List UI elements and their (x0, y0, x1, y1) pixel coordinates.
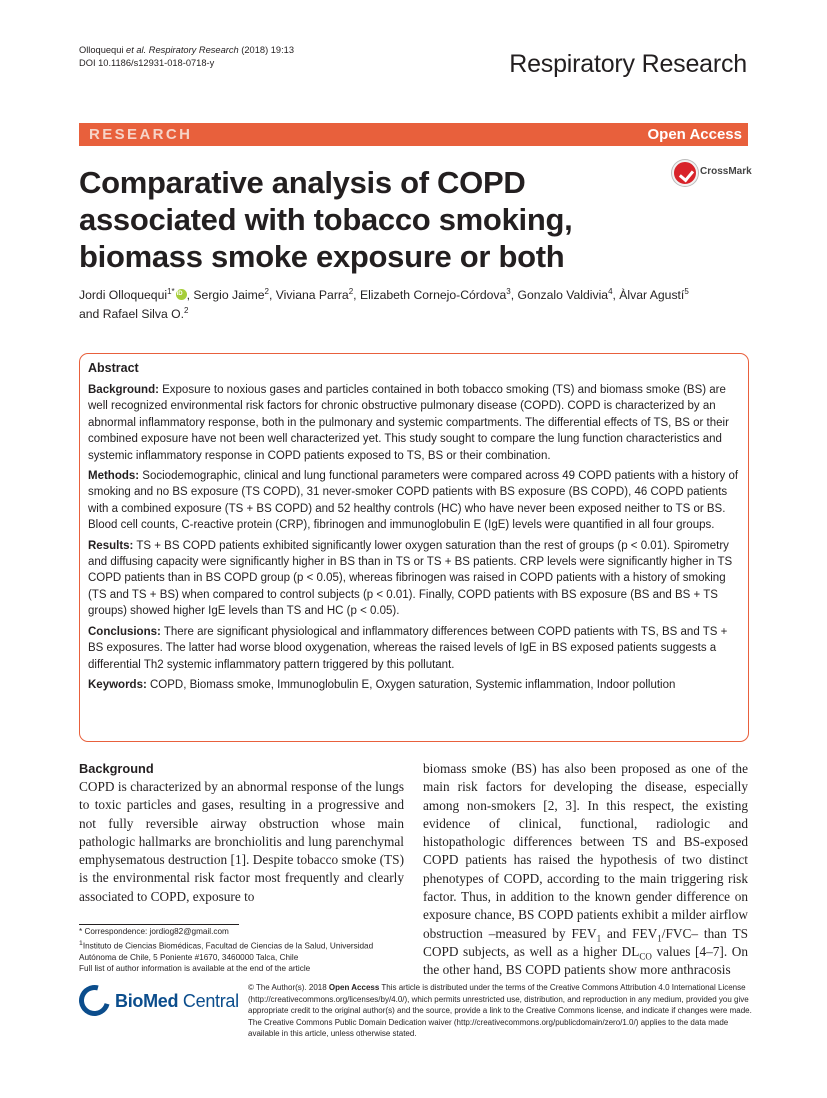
footnote-divider (79, 924, 239, 925)
author-name: , Viviana Parra (269, 288, 349, 302)
abstract-box (79, 353, 749, 742)
open-access-label: Open Access (647, 126, 742, 143)
abstract-conclusions: Conclusions: There are significant physiological and inflammatory differences between COPD patients with TS, BS and TS + BS exposures. The latter had worse blood oxygenation, whereas the raised levels of IgE in BS exposed patients suggests a differential Th2 systemic inflammatory pattern triggered by this pollutant. (88, 625, 728, 671)
author-name: and Rafael Silva O. (79, 307, 185, 321)
body-paragraph: biomass smoke (BS) has also been proposed as one of the main risk factors for developing the disease, especially among non-smokers [2, 3]. In this respect, the existing evidence of clinical, functional, radiologic and histopathologic differences between TS and BS-exposed COPD patients has raised the hypothesis of two distinct phenotypes of COPD, according to the main triggering risk factor. Thus, in addition to the known gender difference on exposure chance, BS COPD patients exhibit a milder airflow obstruction –measured by $FEV_1$ and $FEV_1/FVC-$ than TS COPD subjects, as well as a higher $DL_{CO}$ values [4–7]. On the other hand, BS COPD patients show more anthracosis (423, 761, 749, 978)
author-name: , Àlvar Agustí (612, 288, 685, 302)
orcid-icon[interactable] (176, 289, 187, 300)
author-name: Jordi Olloquequi (79, 288, 168, 302)
correspondence-email[interactable]: * Correspondence: jordiog82@gmail.com (79, 927, 229, 936)
author-name: , Gonzalo Valdivia (510, 288, 609, 302)
citation-authors: Olloquequi (79, 45, 127, 55)
affiliation: $^1$Instituto de Ciencias Biomédicas, Facultad de Ciencias de la Salud, Universidad Autónoma de Chile, 5 Poniente #1670, 3460000 Talca, Chile (79, 939, 374, 962)
crossmark-button[interactable] (672, 160, 752, 186)
citation-year: (2018) 19:13 (238, 45, 295, 55)
footnote (79, 926, 404, 975)
crossmark-label: CrossMark (700, 166, 752, 177)
publisher-logo (79, 985, 239, 1017)
article-type-label: RESEARCH (89, 126, 193, 143)
author-info-note: Full list of author information is available at the end of the article (79, 964, 311, 974)
abstract-background: Background: Exposure to noxious gases and particles contained in both tobacco smoking (TS) and biomass smoke (BS) are well recognized environmental risk factors for chronic obstructive pulmonary disease (COPD). COPD is characterized by an abnormal inflammatory response, both in the pulmonary and systemic compartments. The differential effects of TS, BS or their combined exposure have not been well characterized yet. This study sought to compare the lung function characteristics and systemic inflammatory response in COPD patients exposed to TS, BS or their combination. (88, 384, 729, 462)
body-paragraph: COPD is characterized by an abnormal response of the lungs to toxic particles and gases, resulting in a progressive and not fully reversible airway obstruction whose main pathologic hallmarks are bronchiolitis and lung parenchymal emphysematous destruction [1]. Despite tobacco smoke (TS) is the environmental risk factor most frequently and clearly associated to COPD, exposure to (79, 779, 404, 904)
license-statement: © The Author(s). 2018 Open Access This article is distributed under the terms of the Creative Commons Attribution 4.0 International License (http://creativecommons.org/licenses/by/4.0/), which permits unrestricted use, distribution, and reproduction in any medium, provided you give appropriate credit to the original author(s) and the source, provide a link to the Creative Commons license, and indicate if changes were made. The Creative Commons Public Domain Dedication waiver (http://creativecommons.org/publicdomain/zero/1.0/) applies to the data made available in this article, unless otherwise stated. (248, 983, 752, 1039)
abstract-methods: Methods: Sociodemographic, clinical and lung functional parameters were compared across 49 COPD patients with a history of smoking and no BS exposure (TS COPD), 31 never-smoker COPD patients with BS exposure (BS COPD), 46 COPD patients with a combined exposure (TS + BS COPD) and 52 healthy controls (HC) who have never been exposed neither to TS or BS. Blood cell counts, C-reactive protein (CRP), fibrinogen and immunoglobulin E (IgE) levels were quantified in all four groups. (88, 470, 739, 532)
article-title: Comparative analysis of COPD associated with tobacco smoking, biomass smoke exposure or both (79, 165, 573, 274)
citation-journal: et al. Respiratory Research (126, 45, 239, 55)
publisher-name: BioMed Central (115, 991, 239, 1011)
doi: DOI 10.1186/s12931-018-0718-y (79, 58, 215, 68)
author-list: Jordi Olloquequi$^{1*}$iD , Sergio Jaime$^2$, Viviana Parra$^2$, Elizabeth Cornejo-Córdova$^3$, Gonzalo Valdivia$^4$, Àlvar Agustí$^5$ and Rafael Silva O.$^2$ (79, 286, 749, 324)
author-name: , Sergio Jaime (186, 288, 265, 302)
journal-name: Respiratory Research (509, 50, 747, 78)
abstract-heading: Abstract (88, 361, 139, 375)
section-heading: Background (79, 761, 154, 776)
abstract-results: Results: TS + BS COPD patients exhibited significantly lower oxygen saturation than the rest of groups (p < 0.01). Spirometry and diffusing capacity were significantly higher in BS than in TS or TS + BS patients. CRP levels were significantly higher in TS COPD patients than in BS COPD group (p < 0.05), whereas fibrinogen was raised in COPD patients with a history of smoking (TS and TS + BS) when compared to control subjects (p < 0.01). Finally, COPD patients with BS exposure (BS and BS + TS groups) showed higher IgE levels than TS and HC (p < 0.05). (88, 539, 733, 618)
article-type-banner (79, 123, 748, 146)
biomed-central-logo-icon (73, 979, 115, 1021)
author-name: , Elizabeth Cornejo-Córdova (353, 288, 507, 302)
citation-header (79, 44, 294, 70)
abstract-keywords: Keywords: COPD, Biomass smoke, Immunoglobulin E, Oxygen saturation, Systemic inflammation, Indoor pollution (88, 678, 676, 691)
body-column-right (423, 760, 748, 980)
body-column-left (79, 760, 404, 906)
